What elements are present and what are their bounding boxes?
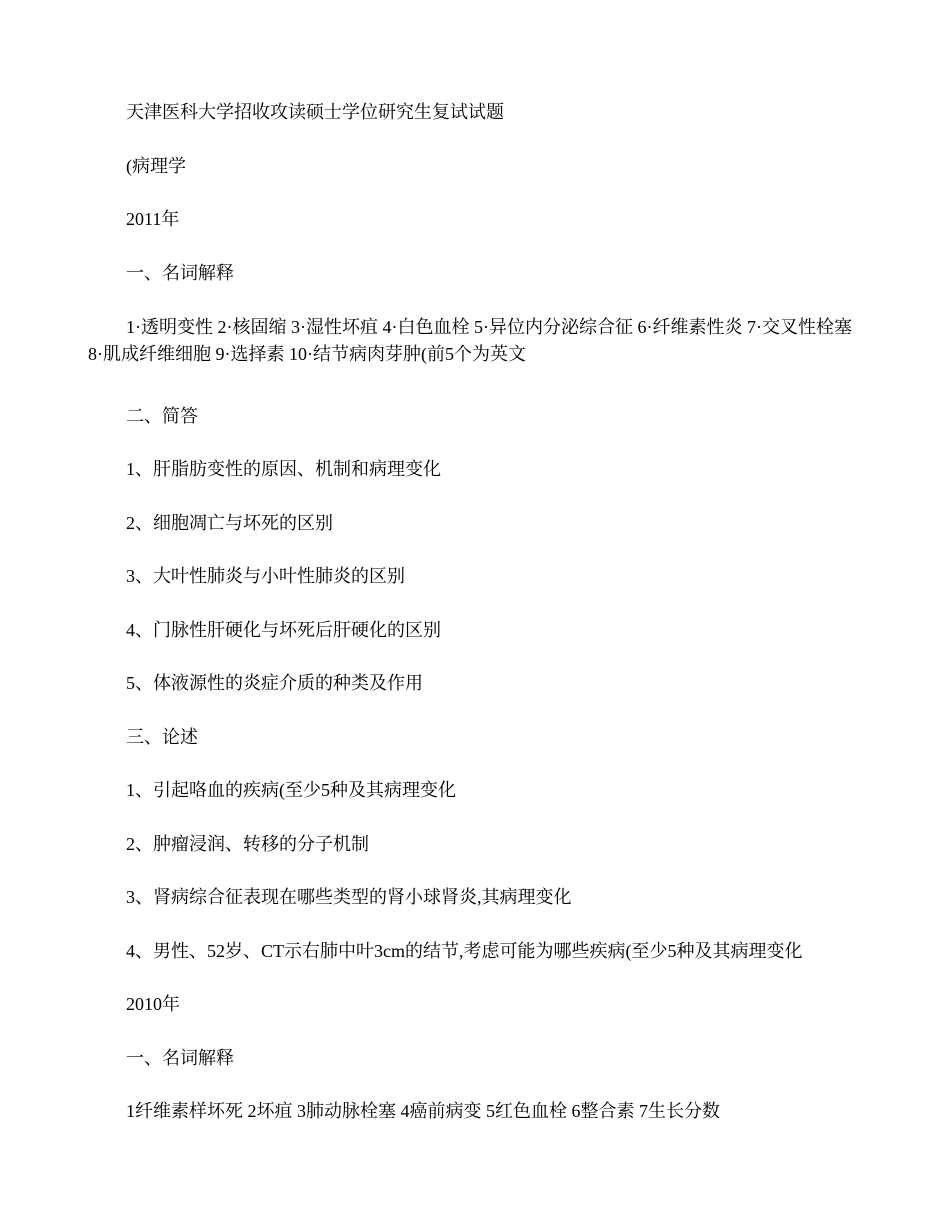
- section-heading-terms-2010: 一、名词解释: [126, 1048, 234, 1068]
- section-heading-essay: 三、论述: [126, 727, 198, 747]
- short-answer-item: 2、细胞凋亡与坏死的区别: [126, 513, 333, 533]
- year-heading-2011: 2011年: [126, 209, 180, 229]
- essay-item: 3、肾病综合征表现在哪些类型的肾小球肾炎,其病理变化: [126, 887, 572, 907]
- short-answer-item: 5、体液源性的炎症介质的种类及作用: [126, 673, 423, 693]
- section-heading-terms-2011: 一、名词解释: [126, 263, 234, 283]
- essay-item: 2、肿瘤浸润、转移的分子机制: [126, 834, 369, 854]
- short-answer-item: 4、门脉性肝硬化与坏死后肝硬化的区别: [126, 620, 441, 640]
- essay-item: 1、引起咯血的疾病(至少5种及其病理变化: [126, 780, 456, 800]
- subject-line: (病理学: [126, 156, 186, 176]
- year-heading-2010: 2010年: [126, 994, 180, 1014]
- terms-list-2010: 1纤维素样坏死 2坏疽 3肺动脉栓塞 4癌前病变 5红色血栓 6整合素 7生长分数: [126, 1101, 720, 1121]
- terms-list-2011: 1·透明变性 2·核固缩 3·湿性坏疽 4·白色血栓 5·异位内分泌综合征 6·纤维素性炎 7·交叉性栓塞 8·肌成纤维细胞 9·选择素 10·结节病肉芽肿(前5个为英文: [88, 317, 852, 364]
- document-title: 天津医科大学招收攻读硕士学位研究生复试试题: [126, 102, 504, 122]
- short-answer-item: 3、大叶性肺炎与小叶性肺炎的区别: [126, 566, 405, 586]
- section-heading-short-answer: 二、简答: [126, 406, 198, 426]
- essay-item: 4、男性、52岁、CT示右肺中叶3cm的结节,考虑可能为哪些疾病(至少5种及其病理变化: [126, 941, 803, 961]
- short-answer-item: 1、肝脂肪变性的原因、机制和病理变化: [126, 459, 441, 479]
